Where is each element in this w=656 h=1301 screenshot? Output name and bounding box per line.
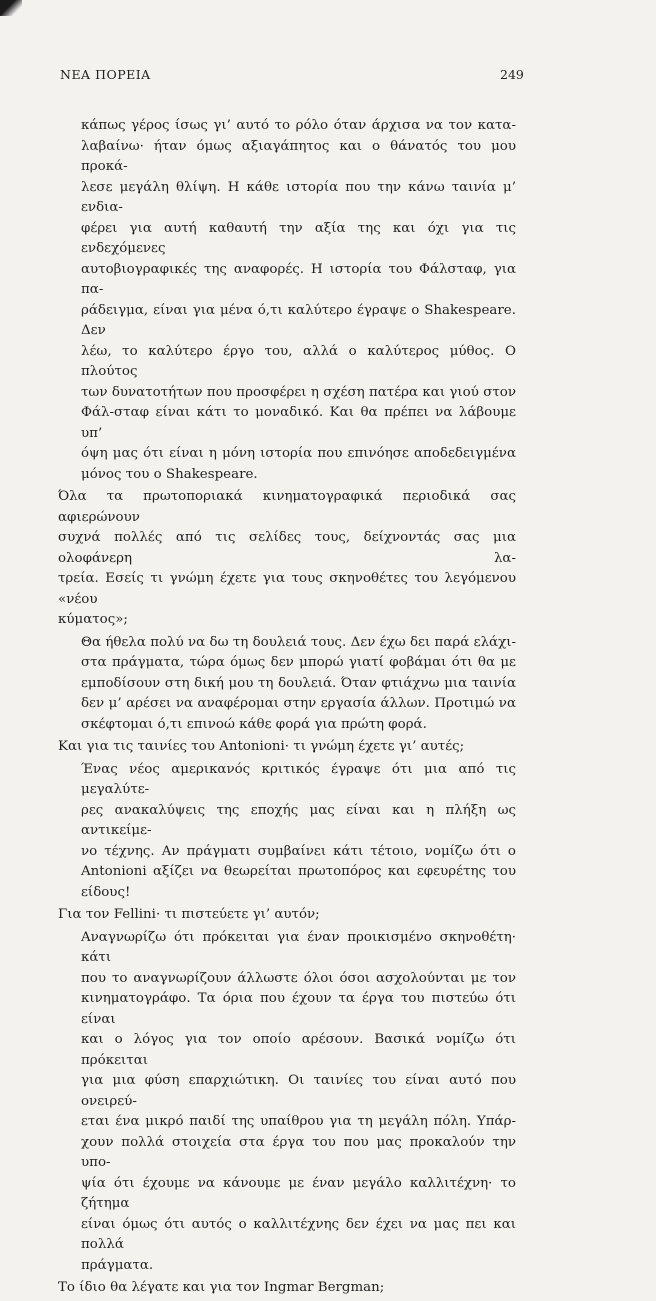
- answer-paragraph: [81, 633, 516, 736]
- text-line: λαβαίνω· ήταν όμως αξιαγάπητος και ο θάνατός του μου προκά-: [81, 138, 516, 174]
- text-line: Και για τις ταινίες του Antonioni· τι γνώμη έχετε γι’ αυτές;: [58, 739, 465, 754]
- text-line: στα πράγματα, τώρα όμως δεν μπορώ γιατί φοβάμαι ότι θα με: [81, 655, 516, 670]
- question-paragraph: [58, 487, 516, 631]
- text-line: που το αναγνωρίζουν άλλωστε όλοι όσοι ασχολούνται με τον: [81, 970, 516, 986]
- text-line: τρεία. Εσείς τι γνώμη έχετε για τους σκηνοθέτες του λεγόμενου «νέου: [58, 571, 516, 607]
- text-line: χουν πολλά στοιχεία στα έργα του που μας προκαλούν την υπο-: [81, 1134, 516, 1170]
- body-text: [58, 116, 516, 1301]
- text-line: κύματος»;: [58, 612, 128, 627]
- text-line: είναι όμως ότι αυτός ο καλλιτέχνης δεν έχει να μας πει και πολλά: [81, 1216, 516, 1252]
- text-line: Αναγνωρίζω ότι πρόκειται για έναν προικισμένο σκηνοθέτη· κάτι: [81, 929, 516, 965]
- text-line: λέω, το καλύτερο έργο του, αλλά ο καλύτερος μύθος. Ο πλούτος: [81, 343, 516, 379]
- question-paragraph: [58, 905, 516, 926]
- text-line: συχνά πολλές από τις σελίδες τους, δείχνοντάς σας μια ολοφάνερη λα-: [58, 530, 516, 566]
- answer-paragraph: [81, 760, 516, 904]
- text-line: Για τον Fellini· τι πιστεύετε γι’ αυτόν;: [58, 907, 320, 922]
- text-line: εται ένα μικρό παιδί της υπαίθρου για τη μεγάλη πόλη. Υπάρ-: [81, 1114, 516, 1129]
- text-line: Το ίδιο θα λέγατε και για τον Ingmar Bergman;: [58, 1280, 385, 1295]
- text-line: για μια φύση επαρχιώτικη. Οι ταινίες του είναι αυτό που ονειρεύ-: [81, 1073, 516, 1109]
- question-paragraph: [58, 1278, 516, 1299]
- text-line: ψία ότι έχουμε να κάνουμε με έναν μεγάλο καλλιτέχνη· το ζήτημα: [81, 1175, 516, 1211]
- text-line: δεν μ’ αρέσει να αναφέρομαι στην εργασία άλλων. Προτιμώ να: [81, 696, 516, 711]
- text-line: Ένας νέος αμερικανός κριτικός έγραψε ότι μια από τις μεγαλύτε-: [81, 761, 516, 797]
- answer-paragraph: [81, 116, 516, 485]
- text-line: και ο λόγος για τον οποίο αρέσουν. Βασικά νομίζω ότι πρόκειται: [81, 1032, 516, 1068]
- running-header-title: ΝΕΑ ΠΟΡΕΙΑ: [60, 67, 151, 82]
- text-line: όψη μας ότι είναι η μόνη ιστορία που επινόησε αποδεδειγμένα: [81, 446, 516, 461]
- text-line: είδους!: [81, 884, 131, 900]
- text-line: Antonioni αξίζει να θεωρείται πρωτοπόρος και εφευρέτης του: [81, 864, 516, 879]
- scan-corner-shadow: [0, 0, 22, 16]
- text-line: κάπως γέρος ίσως γι’ αυτό το ρόλο όταν άρχισα να τον κατα-: [81, 118, 516, 133]
- text-line: Όλα τα πρωτοποριακά κινηματογραφικά περιοδικά σας αφιερώνουν: [58, 489, 516, 525]
- text-line: εμποδίσουν στη δική μου τη δουλειά. Όταν φτιάχνω μια ταινία: [81, 675, 516, 691]
- text-line: αυτοβιογραφικές της αναφορές. Η ιστορία του Φάλσταφ, για πα-: [81, 261, 516, 297]
- text-line: των δυνατοτήτων που προσφέρει η σχέση πατέρα και γιού στον: [81, 384, 516, 400]
- text-line: λεσε μεγάλη θλίψη. Η κάθε ιστορία που την κάνω ταινία μ’ ενδια-: [81, 179, 516, 215]
- text-line: Θα ήθελα πολύ να δω τη δουλειά τους. Δεν έχω δει παρά ελάχι-: [81, 634, 516, 650]
- text-line: ρες ανακαλύψεις της εποχής μας είναι και η πλήξη ως αντικείμε-: [81, 802, 516, 838]
- text-line: μόνος του ο Shakespeare.: [81, 466, 258, 482]
- question-paragraph: [58, 737, 516, 758]
- text-line: νο τέχνης. Αν πράγματι συμβαίνει κάτι τέτοιο, νομίζω ότι ο: [81, 843, 516, 859]
- text-line: Φάλ-σταφ είναι κάτι το μοναδικό. Και θα πρέπει να λάβουμε υπ’: [81, 405, 516, 441]
- text-line: πράγματα.: [81, 1257, 154, 1273]
- text-line: σκέφτομαι ό,τι επινοώ κάθε φορά για πρώτη φορά.: [81, 716, 427, 732]
- text-line: φέρει για αυτή καθαυτή την αξία της και όχι για τις ενδεχόμενες: [81, 220, 516, 256]
- text-line: κινηματογράφο. Τα όρια που έχουν τα έργα του πιστεύω ότι είναι: [81, 991, 516, 1027]
- answer-paragraph: [81, 928, 516, 1277]
- page-number: 249: [500, 67, 524, 82]
- text-line: ράδειγμα, είναι για μένα ό,τι καλύτερο έγραψε ο Shakespeare. Δεν: [81, 302, 516, 338]
